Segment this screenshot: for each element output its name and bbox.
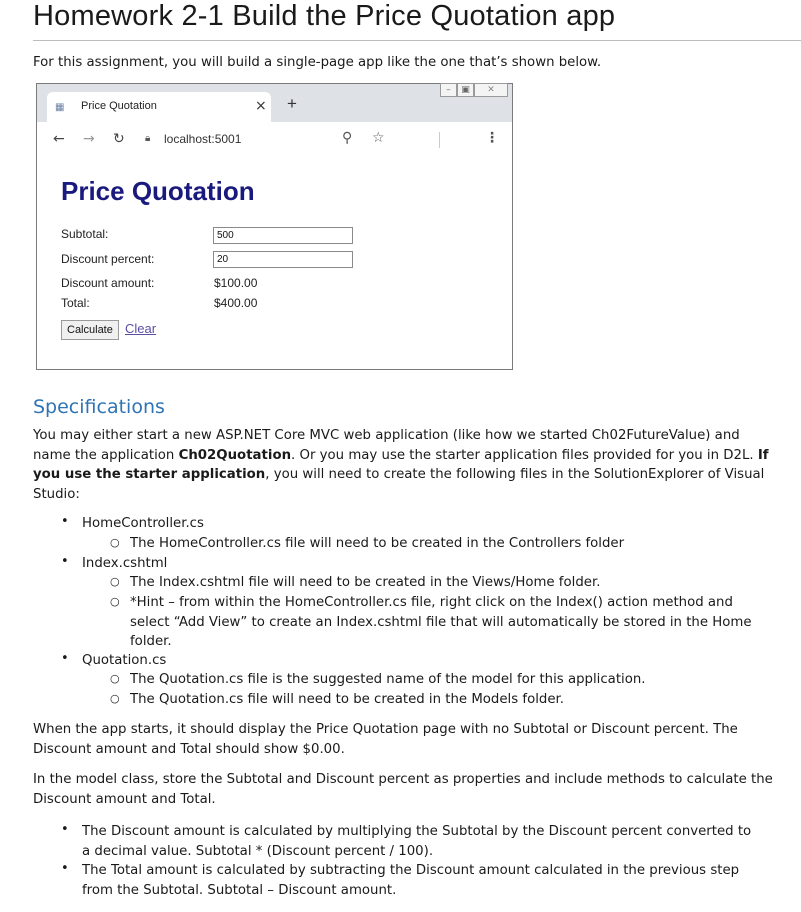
- page-title: Homework 2-1 Build the Price Quotation app: [33, 0, 616, 32]
- model-paragraph: In the model class, store the Subtotal and Discount percent as properties and include methods to calculate the Discount amount and Total.: [33, 772, 773, 807]
- sub-list-item: The Quotation.cs file is the suggested name of the model for this application.: [130, 672, 646, 687]
- circle-bullet-icon: ○: [110, 672, 120, 685]
- total-label: Total:: [61, 296, 90, 310]
- star-icon[interactable]: ☆: [372, 130, 385, 146]
- subtotal-label: Subtotal:: [61, 227, 109, 241]
- circle-bullet-icon: ○: [110, 575, 120, 588]
- window-controls: [440, 83, 508, 97]
- calculate-button[interactable]: Calculate: [61, 320, 119, 340]
- discount-percent-label: Discount percent:: [61, 252, 155, 266]
- menu-icon[interactable]: ⋮: [485, 130, 499, 146]
- zoom-icon[interactable]: ⚲: [342, 130, 353, 146]
- page-icon: ▦: [55, 102, 65, 113]
- list-item: Index.cshtml: [82, 556, 168, 571]
- spec-paragraph: [33, 426, 778, 504]
- back-icon[interactable]: ←: [53, 131, 65, 147]
- subtotal-input[interactable]: [213, 227, 353, 244]
- clear-link[interactable]: Clear: [125, 321, 157, 336]
- discount-amount-label: Discount amount:: [61, 276, 155, 290]
- discount-percent-input[interactable]: [213, 251, 353, 268]
- browser-window: [36, 83, 513, 370]
- title-divider: [33, 40, 801, 41]
- total-value: $400.00: [214, 296, 258, 310]
- list-item: Quotation.cs: [82, 653, 167, 668]
- bullet-icon: •: [61, 861, 69, 876]
- tab-close-icon[interactable]: ×: [255, 98, 267, 114]
- sub-list-item: *Hint – from within the HomeController.cs file, right click on the Index() action method and select “Add View” to create an Index.cshtml file that will automatically be stored in the Home folder.: [130, 595, 752, 649]
- browser-tab[interactable]: [47, 92, 271, 122]
- maximize-icon[interactable]: ▣: [457, 83, 474, 97]
- reload-icon[interactable]: ↻: [113, 131, 125, 147]
- list-item: HomeController.cs: [82, 516, 204, 531]
- app-name: Ch02Quotation: [178, 447, 292, 463]
- app-heading: Price Quotation: [61, 176, 255, 206]
- lock-icon: 🔒︎: [145, 133, 151, 144]
- circle-bullet-icon: ○: [110, 595, 120, 608]
- discount-amount-value: $100.00: [214, 276, 258, 290]
- toolbar-divider: [439, 132, 440, 148]
- minimize-icon[interactable]: –: [440, 83, 457, 97]
- spec-text-3: , you will need to create the following files in the SolutionExplorer of Visual Studio:: [33, 467, 765, 502]
- sub-list-item: The HomeController.cs file will need to be created in the Controllers folder: [130, 536, 625, 551]
- spec-text-2: . Or you may use the starter application files provided for you in D2L.: [291, 447, 758, 463]
- browser-toolbar: [37, 122, 512, 158]
- forward-icon[interactable]: →: [83, 131, 95, 147]
- total-calc-bullet: The Total amount is calculated by subtracting the Discount amount calculated in the previous step from the Subtotal. Subtotal – Discount amount.: [82, 863, 740, 898]
- sub-list-item: The Index.cshtml file will need to be created in the Views/Home folder.: [130, 575, 601, 590]
- spec-text-1: You may either start a new ASP.NET Core MVC web application (like how we started Ch02FutureValue) and name the application: [33, 428, 740, 463]
- circle-bullet-icon: ○: [110, 536, 120, 549]
- sub-list-item: The Quotation.cs file will need to be created in the Models folder.: [130, 692, 565, 707]
- intro-text: For this assignment, you will build a single-page app like the one that’s shown below.: [33, 55, 602, 70]
- startup-paragraph: When the app starts, it should display the Price Quotation page with no Subtotal or Discount percent. The Discount amount and Total should show $0.00.: [33, 722, 738, 757]
- bullet-icon: •: [61, 651, 69, 666]
- browser-viewport: [37, 158, 512, 369]
- starter-app-emphasis: If you use the starter application: [33, 447, 769, 482]
- close-window-icon[interactable]: ✕: [474, 83, 508, 97]
- discount-calc-bullet: The Discount amount is calculated by multiplying the Subtotal by the Discount percent converted to a decimal value. Subtotal * (Discount percent / 100).: [82, 824, 752, 859]
- address-bar[interactable]: localhost:5001: [164, 132, 242, 146]
- bullet-icon: •: [61, 554, 69, 569]
- specifications-heading: Specifications: [33, 396, 165, 418]
- circle-bullet-icon: ○: [110, 692, 120, 705]
- bullet-icon: •: [61, 822, 69, 837]
- new-tab-icon[interactable]: +: [287, 94, 297, 113]
- tab-label: Price Quotation: [81, 100, 157, 112]
- bullet-icon: •: [61, 514, 69, 529]
